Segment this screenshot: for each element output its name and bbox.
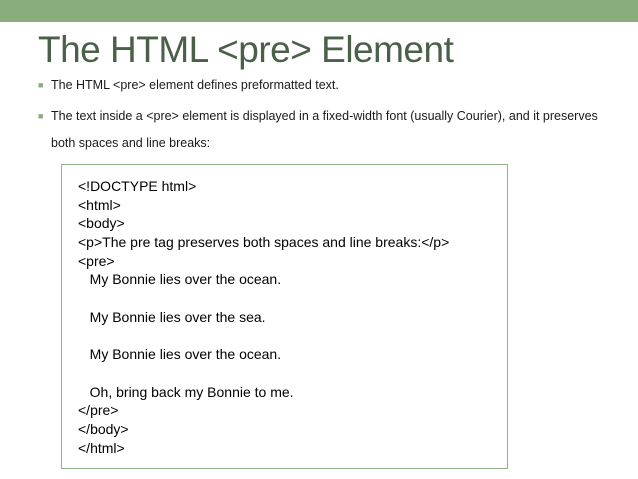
code-lines (78, 177, 449, 457)
code-line: My Bonnie lies over the ocean. (78, 346, 282, 363)
code-line: <body> (78, 215, 125, 232)
code-line: My Bonnie lies over the ocean. (78, 271, 282, 288)
code-example-box (61, 164, 508, 469)
header-accent-bar (0, 0, 638, 22)
code-line (78, 364, 449, 383)
square-bullet-icon: ■ (38, 80, 44, 90)
bullet-item (38, 103, 618, 157)
bullet-text: The HTML <pre> element defines preformatted text. (51, 78, 339, 92)
bullet-list (38, 72, 618, 157)
code-line: </pre> (78, 402, 119, 419)
code-line: <html> (78, 196, 121, 213)
code-line: </body> (78, 420, 129, 437)
code-line: <p>The pre tag preserves both spaces and line breaks:</p> (78, 234, 450, 251)
code-line (78, 327, 449, 346)
code-line (78, 289, 449, 308)
code-line: </html> (78, 439, 125, 456)
code-line: Oh, bring back my Bonnie to me. (78, 383, 294, 400)
square-bullet-icon: ■ (38, 111, 44, 121)
code-line: My Bonnie lies over the sea. (78, 308, 266, 325)
slide-title: The HTML <pre> Element (38, 29, 454, 70)
bullet-item (38, 72, 618, 99)
code-line: <!DOCTYPE html> (78, 178, 197, 194)
code-line: <pre> (78, 252, 115, 269)
bullet-text: The text inside a <pre> element is displayed in a fixed-width font (usually Courier), and it preserves both spaces and line breaks: (51, 109, 598, 150)
